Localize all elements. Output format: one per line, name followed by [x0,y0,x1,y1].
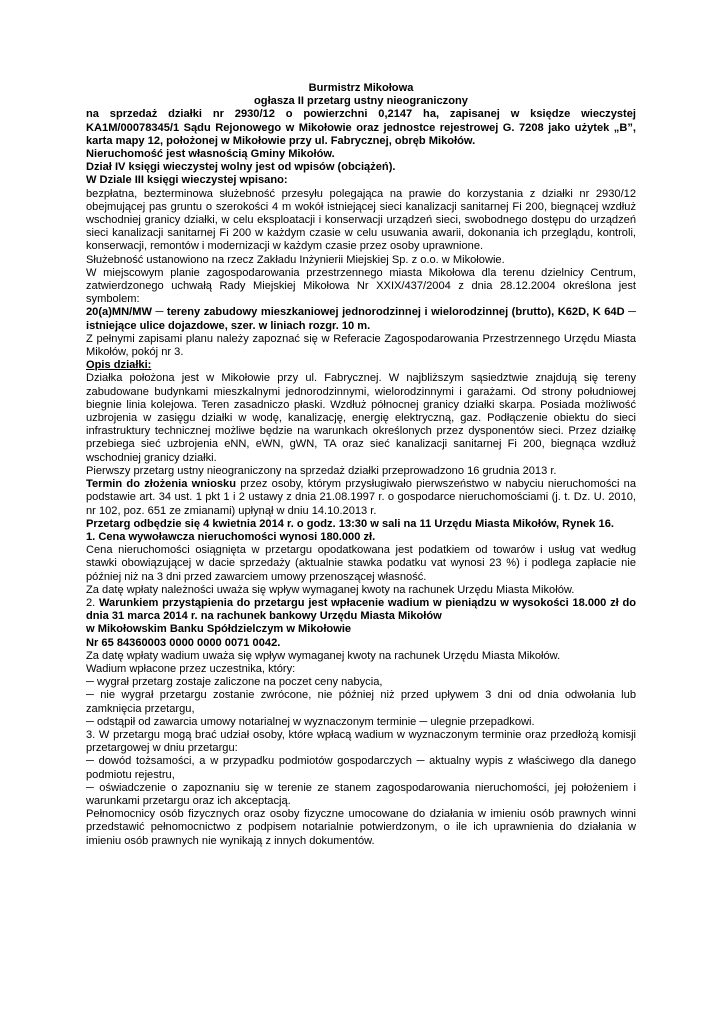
deposit-condition: Warunkiem przystąpienia do przetargu jest wpłacenie wadium w pieniądzu w wysokości 18.000 zł do dnia 31 marca 2014 r. na rachunek bankowy Urzędu Miasta Mikołów [86,596,636,623]
deposit-condition-paragraph [86,597,636,623]
plan-text: W miejscowym planie zagospodarowania przestrzennego miasta Mikołowa dla terenu dzielnicy Centrum, zatwierdzonego uchwałą Rady Miejskiej Mikołowa Nr XXIX/437/2004 z dnia 28.12.2004 określona jest symbolem: [86,266,636,306]
deadline-label: Termin do złożenia wniosku [86,478,237,491]
starting-price: 1. Cena wywoławcza nieruchomości wynosi 180.000 zł. [86,530,376,543]
deadline-text: przez osoby, którym przysługiwało pierwszeństwo w nabyciu nieruchomości na podstawie art. 34 ust. 1 pkt 1 i 2 ustawy z dnia 21.08.1997 r. o gospodarce nieruchomościami (j. t. Dz. U. 2010, nr 102, poz. 651 ze zmianami) upłynął w dniu 14.10.2013 r. [86,478,637,517]
deposit-intro: Wadium wpłacone przez uczestnika, który: [86,662,296,675]
plan-symbol: 20(a)MN/MW ─ tereny zabudowy mieszkaniowej jednorodzinnej i wielorodzinnej (brutto), K62D, K 64D ─ istniejące ulice dojazdowe, szer. w liniach rozgr. 10 m. [86,306,636,332]
description-text: Działka położona jest w Mikołowie przy ul. Fabrycznej. W najbliższym sąsiedztwie znajdują się tereny zabudowane budynkami mieszkalnymi jednorodzinnymi, wielorodzinnymi i garażami. Od strony południowej biegnie linia kolejowa. Teren zasadniczo płaski. Wzdłuż północnej granicy działki skarpa. Posiada możliwość uzbrojenia w zasięgu działki w wodę, kanalizację, energię elektryczną, gaz. Podłączenie obiektu do sieci infrastruktury technicznej możliwe będzie na warunkach określonych przez dysponentów sieci. Przez działkę przebiega sieć uzbrojenia eNN, eWN, gWN, TA oraz sieć kanalizacji sanitarnej Fi 200, biegnąca wzdłuż wschodniej granicy działki. [86,372,636,464]
first-tender-note: Pierwszy przetarg ustny nieograniczony na sprzedaż działki przeprowadzono 16 grudnia 2013 r. [86,464,557,477]
deadline-paragraph [86,478,636,518]
easement-beneficiary: Służebność ustanowiono na rzecz Zakładu Inżynierii Miejskiej Sp. z o.o. w Mikołowie. [86,253,505,266]
section-iv-note: Dział IV księgi wieczystej wolny jest od wpisów (obciążeń). [86,161,396,174]
deposit-payment-date: Za datę wpłaty wadium uważa się wpływ wymaganej kwoty na rachunek Urzędu Miasta Mikołów. [86,649,561,662]
vat-note: Cena nieruchomości osiągnięta w przetargu opodatkowana jest podatkiem od towarów i usług vat według stawki obowiązującej w dacie sprzedaży (aktualnie stawka podatku vat wynosi 23 %) i podlega zapłacie nie później niż na 3 dni przed zawarciem umowy przenoszącej własność. [86,544,636,583]
description-heading: Opis działki: [86,359,152,372]
participation-item-statement: ─ oświadczenie o zapoznaniu się w terenie ze stanem zagospodarowania nieruchomości, jej położeniem i warunkami przetargu oraz ich akceptacją. [86,781,636,807]
document-subtitle: ogłasza II przetarg ustny nieograniczony [254,95,468,108]
deposit-item-won: ─ wygrał przetarg zostaje zaliczone na poczet ceny nabycia, [86,676,383,689]
participation-item-id: ─ dowód tożsamości, a w przypadku podmiotów gospodarczych ─ aktualny wypis z właściwego dla danego podmiotu rejestru, [86,755,636,781]
section-iii-text: bezpłatna, bezterminowa służebność przesyłu polegająca na prawie do korzystania z działki nr 2930/12 obejmującej pas gruntu o szerokości 4 m wokół istniejącej sieci kanalizacji sanitarnej Fi 200, biegnącej wzdłuż wschodniej granicy działki, w celu eksploatacji i konserwacji urządzeń sieci, swobodnego dostępu do urządzeń sieci kanalizacji sanitarnej Fi 200 w każdym czasie w celu usuwania awarii, dokonania ich przeglądu, kontroli, konserwacji, remontów i modernizacji w każdym czasie przez osoby uprawnione. [86,187,636,253]
sale-subject: na sprzedaż działki nr 2930/12 o powierzchni 0,2147 ha, zapisanej w księdze wieczystej KA1M/00078345/1 Sądu Rejonowego w Mikołowie oraz jednostce rejestrowej G. 7208 jako użytek „B”, karta mapy 12, położonej w Mikołowie przy ul. Fabrycznej, obręb Mikołów. [86,108,636,147]
bank-account: Nr 65 84360003 0000 0000 0071 0042. [86,636,281,649]
bank-name: w Mikołowskim Banku Spółdzielczym w Mikołowie [86,623,352,636]
participation-text: 3. W przetargu mogą brać udział osoby, które wpłacą wadium w wyznaczonym terminie oraz przedłożą komisji przetargowej w dniu przetargu: [86,728,636,755]
document-title: Burmistrz Mikołowa [308,82,414,94]
payment-date-note: Za datę wpłaty należności uważa się wpływ wymaganej kwoty na rachunek Urzędu Miasta Mikołów. [86,583,575,596]
deposit-item-withdrawn: ─ odstąpił od zawarcia umowy notarialnej w wyznaczonym terminie ─ ulegnie przepadkowi. [86,715,535,728]
deposit-item-lost: ─ nie wygrał przetargu zostanie zwrócone, nie później niż przed upływem 3 dni od dnia odwołania lub zamknięcia przetargu, [86,689,636,715]
proxies-note: Pełnomocnicy osób fizycznych oraz osoby fizyczne umocowane do działania w imieniu osób prawnych winni przedstawić pełnomocnictwo z podpisem notarialnie potwierdzonym, o ile ich uprawnienia do działania w imieniu osób prawnych nie wynikają z innych dokumentów. [86,808,636,847]
announcement-page [86,82,636,848]
tender-date: Przetarg odbędzie się 4 kwietnia 2014 r. o godz. 13:30 w sali na 11 Urzędu Miasta Mikołów, Rynek 16. [86,517,614,530]
section-iii-heading: W Dziale III księgi wieczystej wpisano: [86,174,288,187]
point-2-number: 2. [86,596,99,609]
ownership-note: Nieruchomość jest własnością Gminy Mikołów. [86,148,335,161]
plan-info: Z pełnymi zapisami planu należy zapoznać się w Referacie Zagospodarowania Przestrzennego Urzędu Miasta Mikołów, pokój nr 3. [86,332,636,359]
